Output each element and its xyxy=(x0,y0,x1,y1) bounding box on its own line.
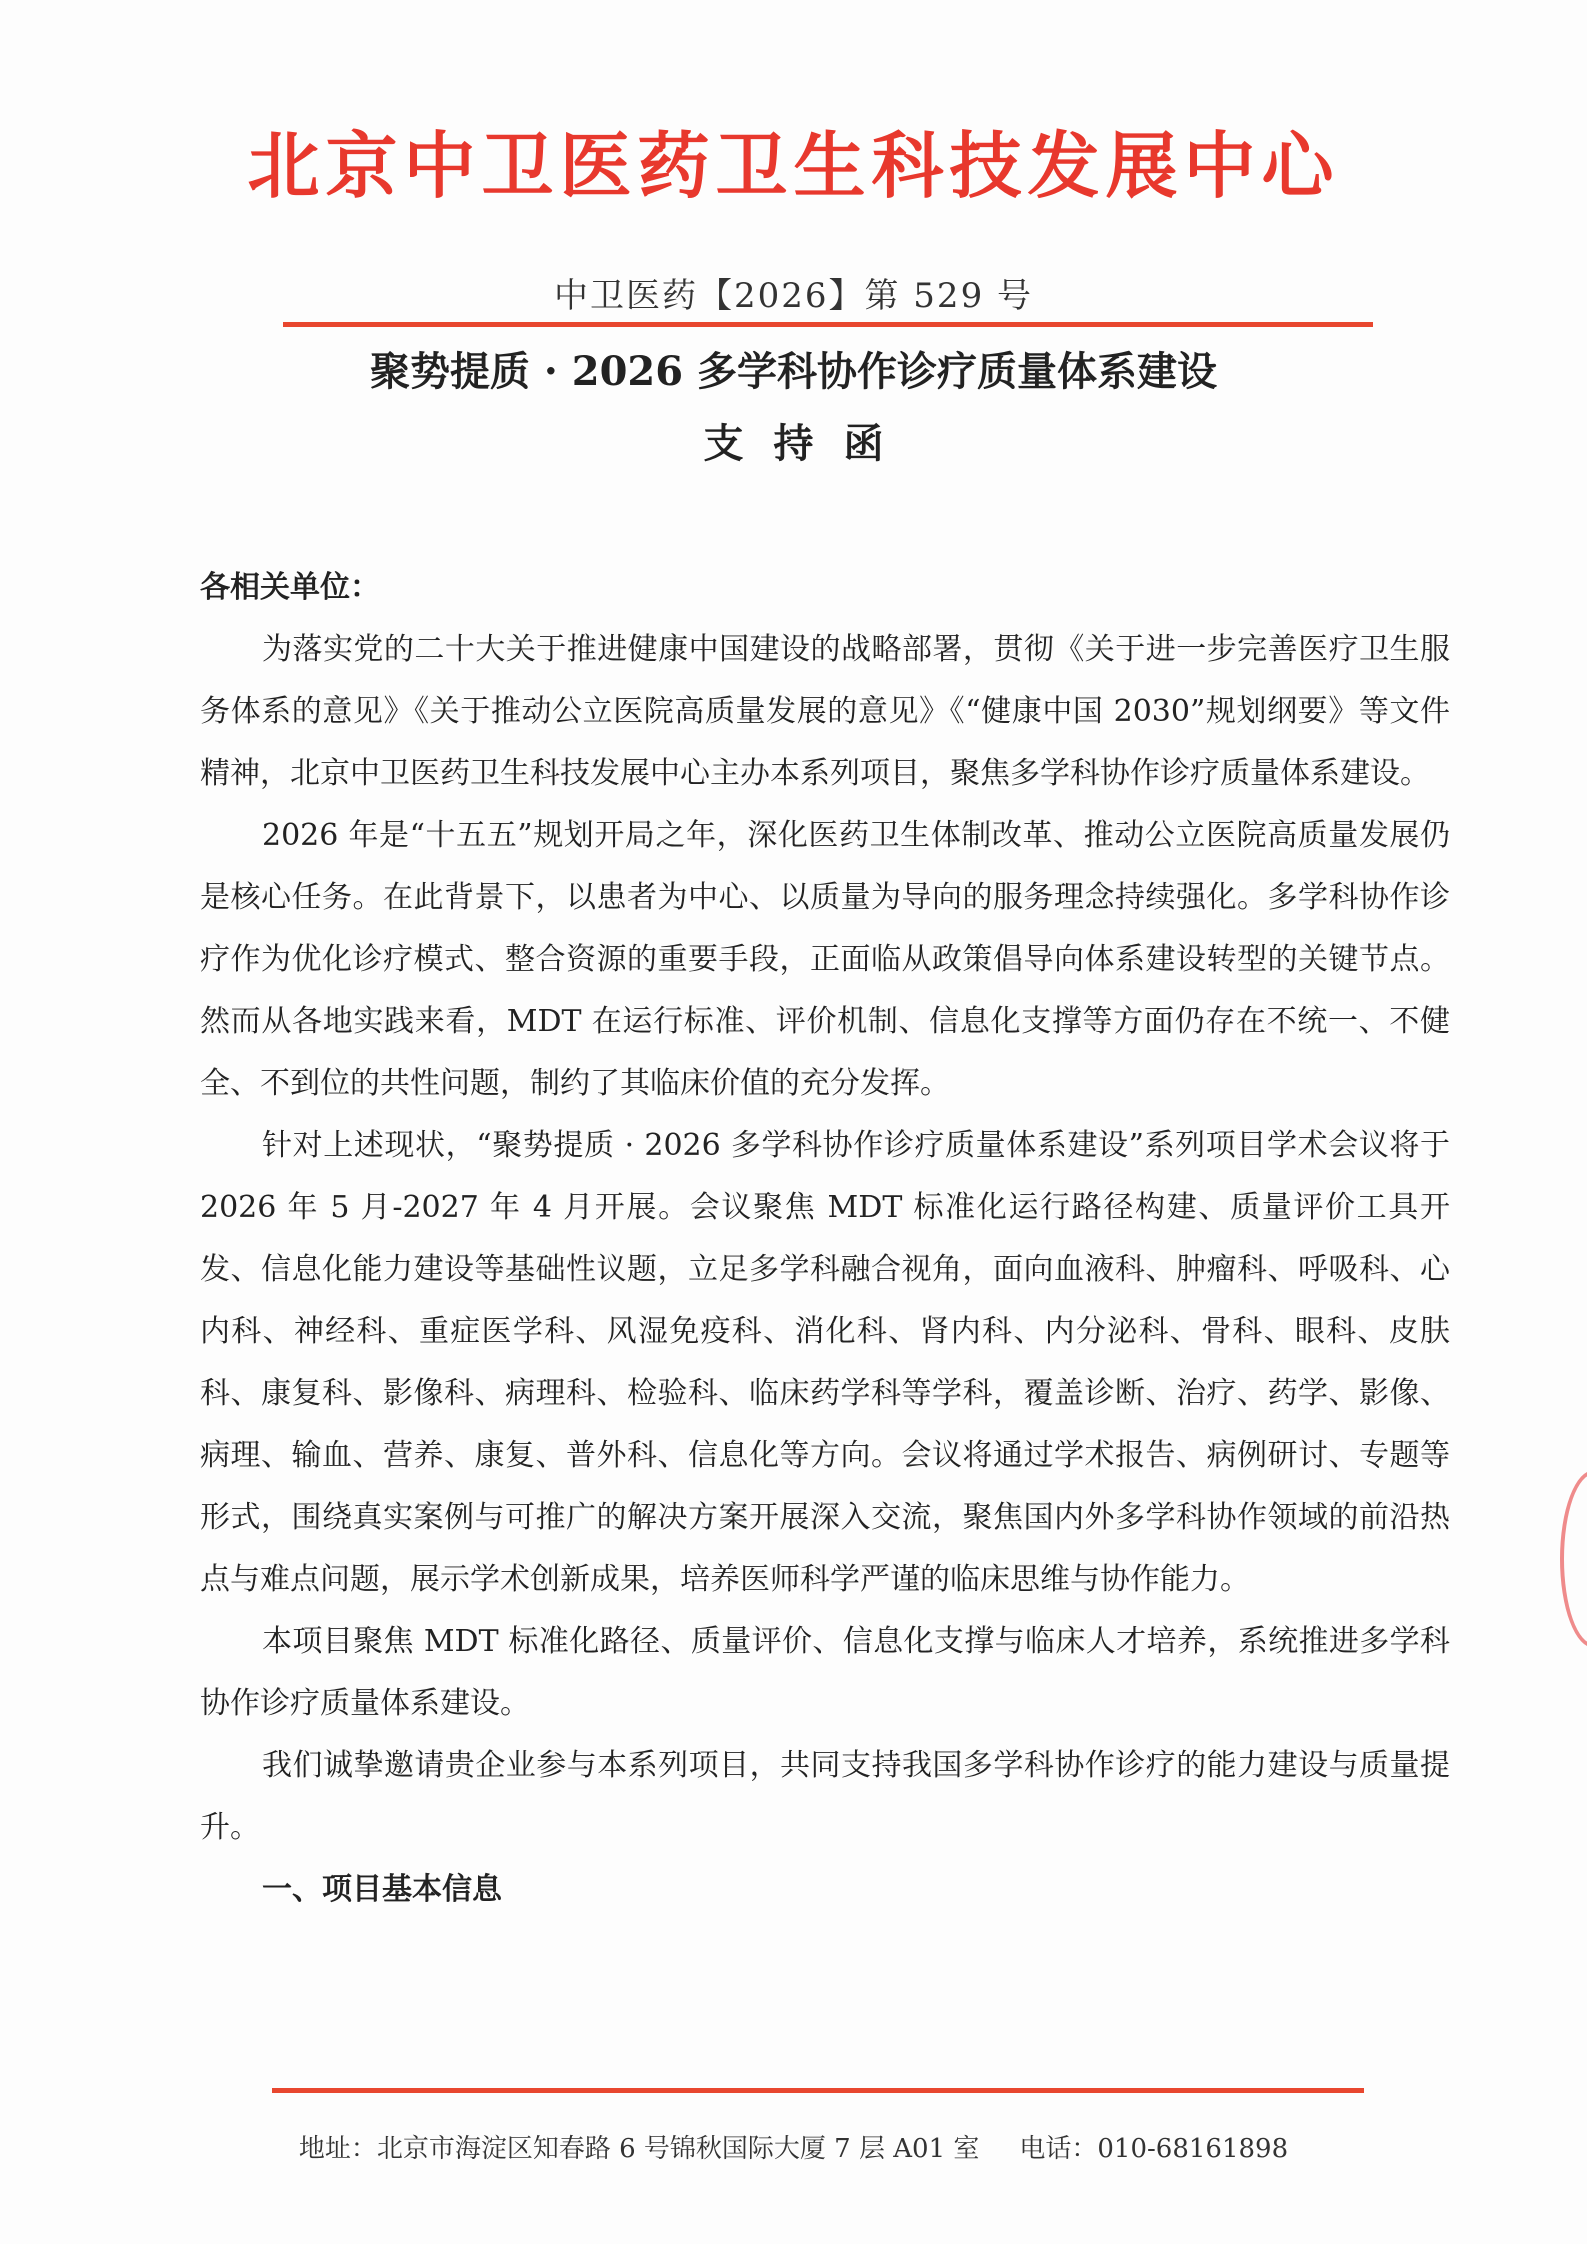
letter-body xyxy=(200,557,1450,1921)
page-title: 聚势提质 · 2026 多学科协作诊疗质量体系建设 xyxy=(369,348,1218,395)
header-divider xyxy=(283,322,1373,327)
footer-divider xyxy=(272,2088,1364,2093)
organization-name: 北京中卫医药卫生科技发展中心 xyxy=(247,123,1340,208)
paragraph-2: 2026 年是“十五五”规划开局之年，深化医药卫生体制改革、推动公立医院高质量发展仍是核心任务。在此背景下，以患者为中心、以质量为导向的服务理念持续强化。多学科协作诊疗作为优化诊疗模式、整合资源的重要手段，正面临从政策倡导向体系建设转型的关键节点。然而从各地实践来看，MDT 在运行标准、评价机制、信息化支撑等方面仍存在不统一、不健全、不到位的共性问题，制约了其临床价值的充分发挥。 xyxy=(200,818,1450,1101)
paragraph-1: 为落实党的二十大关于推进健康中国建设的战略部署，贯彻《关于进一步完善医疗卫生服务体系的意见》《关于推动公立医院高质量发展的意见》《“健康中国 2030”规划纲要》等文件精神，北京中卫医药卫生科技发展中心主办本系列项目，聚焦多学科协作诊疗质量体系建设。 xyxy=(200,632,1450,791)
seal-stamp-edge xyxy=(1560,1470,1587,1648)
footer xyxy=(0,2128,1587,2165)
salutation: 各相关单位： xyxy=(200,570,380,605)
paragraph-4: 本项目聚焦 MDT 标准化路径、质量评价、信息化支撑与临床人才培养，系统推进多学科协作诊疗质量体系建设。 xyxy=(200,1624,1450,1721)
paragraph-5: 我们诚挚邀请贵企业参与本系列项目，共同支持我国多学科协作诊疗的能力建设与质量提升。 xyxy=(200,1748,1450,1845)
document-number: 中卫医药【2026】第 529 号 xyxy=(553,276,1034,316)
paragraph-3: 针对上述现状，“聚势提质 · 2026 多学科协作诊疗质量体系建设”系列项目学术会议将于 2026 年 5 月-2027 年 4 月开展。会议聚焦 MDT 标准化运行路径构建、质量评价工具开发、信息化能力建设等基础性议题，立足多学科融合视角，面向血液科、肿瘤科、呼吸科、心内科、神经科、重症医学科、风湿免疫科、消化科、肾内科、内分泌科、骨科、眼科、皮肤科、康复科、影像科、病理科、检验科、临床药学科等学科，覆盖诊断、治疗、药学、影像、病理、输血、营养、康复、普外科、信息化等方向。会议将通过学术报告、病例研讨、专题等形式，围绕真实案例与可推广的解决方案开展深入交流，聚焦国内外多学科协作领域的前沿热点与难点问题，展示学术创新成果，培养医师科学严谨的临床思维与协作能力。 xyxy=(200,1128,1450,1597)
footer-phone: 电话：010-68161898 xyxy=(1019,2134,1289,2164)
footer-address: 地址：北京市海淀区知春路 6 号锦秋国际大厦 7 层 A01 室 xyxy=(298,2134,980,2164)
page-subtitle: 支持函 xyxy=(703,420,914,467)
section-heading: 一、项目基本信息 xyxy=(262,1872,502,1907)
